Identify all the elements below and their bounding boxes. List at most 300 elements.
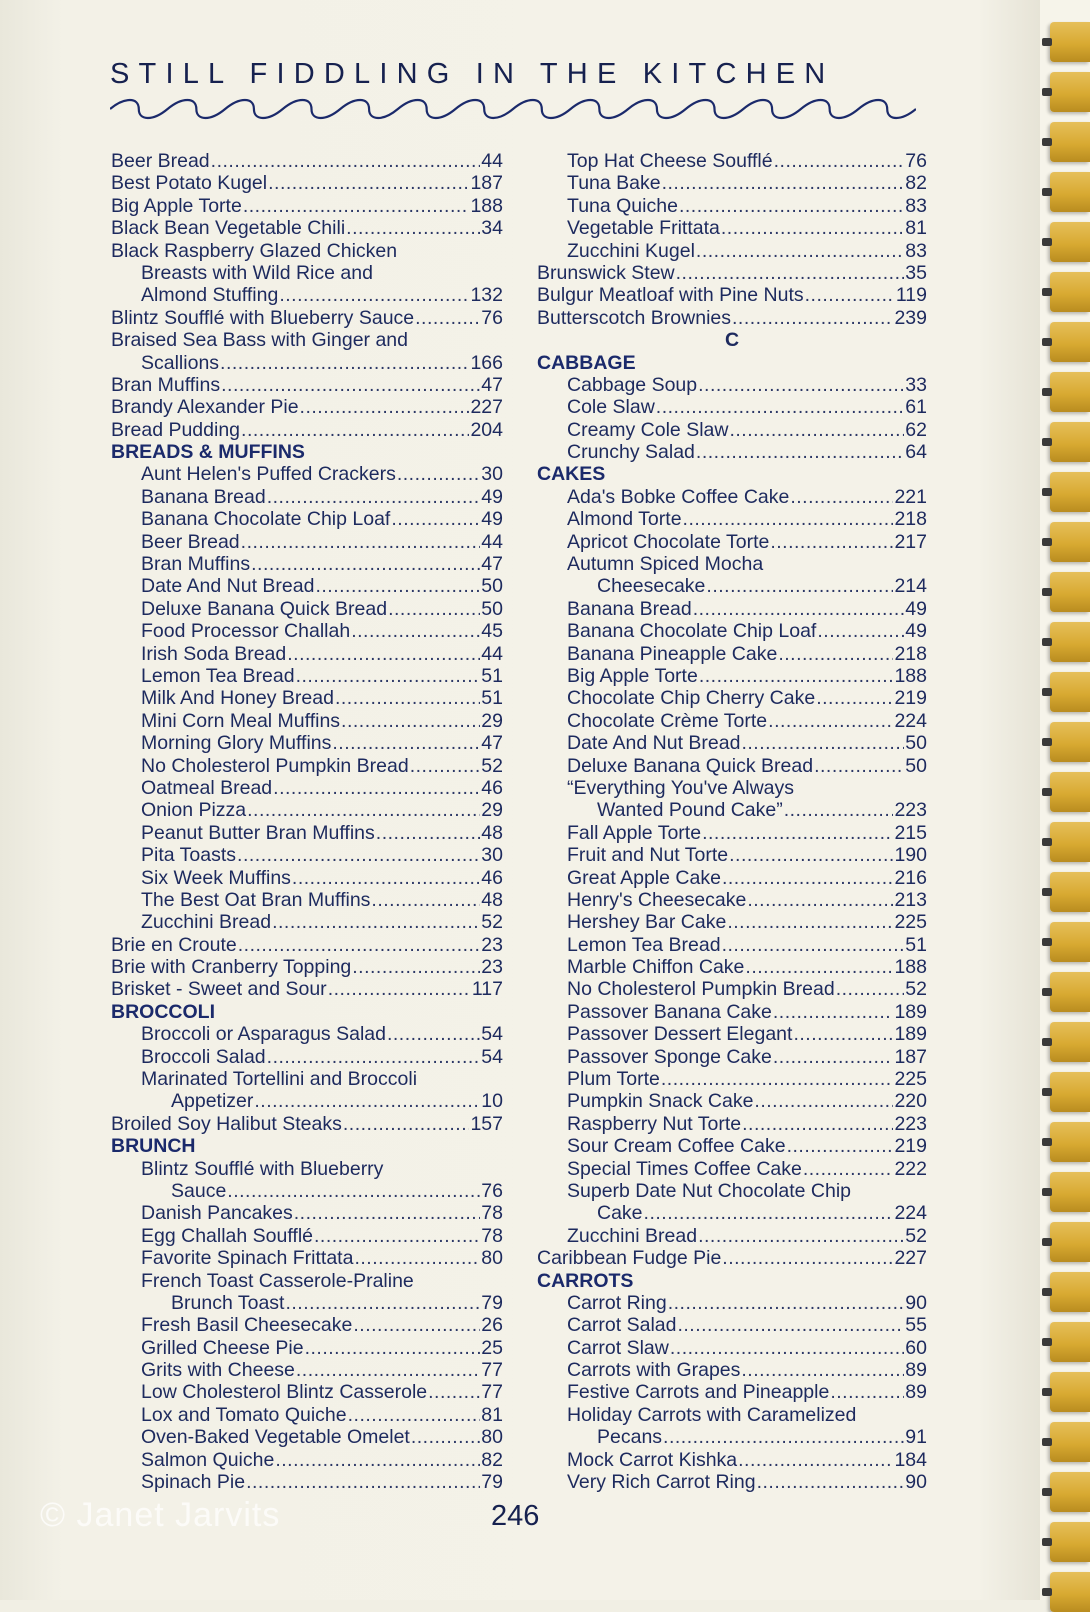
entry-page-number: 221 [894, 485, 927, 508]
index-entry [537, 1426, 927, 1448]
index-entry [537, 441, 927, 463]
entry-page-number: 223 [894, 799, 927, 822]
entry-title: Great Apple Cake [567, 866, 721, 889]
entry-page-number: 89 [905, 1381, 927, 1404]
dot-leader [698, 1225, 904, 1247]
entry-title: Zucchini Kugel [567, 239, 695, 262]
dot-leader [352, 956, 480, 978]
entry-page-number: 166 [470, 351, 503, 374]
index-entry [111, 195, 503, 217]
entry-title: Bulgur Meatloaf with Pine Nuts [537, 284, 804, 307]
entry-title: Fruit and Nut Torte [567, 844, 729, 867]
entry-title: Banana Bread [567, 597, 692, 620]
index-entry [537, 553, 927, 575]
entry-title: Irish Soda Bread [141, 642, 287, 665]
index-entry [111, 1270, 503, 1292]
index-entry [537, 822, 927, 844]
entry-page-number: 83 [905, 239, 927, 262]
dot-leader [745, 956, 893, 978]
entry-title: Morning Glory Muffins [141, 732, 332, 755]
index-entry [537, 486, 927, 508]
index-section-heading: CAKES [537, 463, 606, 486]
entry-page-number: 190 [894, 844, 927, 867]
dot-leader [254, 1090, 480, 1112]
index-entry [537, 1314, 927, 1336]
index-entry [111, 799, 503, 821]
dot-leader [387, 1023, 480, 1045]
spiral-coil [1050, 1322, 1090, 1362]
dot-leader [676, 262, 905, 284]
dot-leader [698, 374, 904, 396]
index-entry [537, 374, 927, 396]
dot-leader [696, 240, 904, 262]
entry-title: Fall Apple Torte [567, 821, 702, 844]
dot-leader [670, 1337, 904, 1359]
spiral-coil [1050, 722, 1090, 762]
entry-title: Beer Bread [141, 530, 240, 553]
index-entry [537, 978, 927, 1000]
entry-title: Egg Challah Soufflé [141, 1224, 314, 1247]
dot-leader [397, 463, 480, 485]
index-entry [537, 755, 927, 777]
dot-leader [729, 844, 893, 866]
index-entry [111, 262, 503, 284]
entry-page-number: 218 [894, 642, 927, 665]
wave-divider [110, 96, 916, 122]
index-entry [111, 329, 503, 351]
dot-leader [410, 755, 481, 777]
entry-title: Cheesecake [597, 575, 706, 598]
spiral-coil [1050, 1122, 1090, 1162]
dot-leader [768, 710, 893, 732]
spiral-coil [1050, 472, 1090, 512]
dot-leader [679, 195, 904, 217]
dot-leader [693, 598, 905, 620]
index-entry [537, 889, 927, 911]
entry-title: No Cholesterol Pumpkin Bread [567, 978, 835, 1001]
dot-leader [428, 1381, 480, 1403]
entry-page-number: 90 [905, 1471, 927, 1494]
index-entry [111, 217, 503, 239]
index-entry [111, 150, 503, 172]
entry-page-number: 52 [905, 978, 927, 1001]
spiral-coil [1050, 522, 1090, 562]
index-entry [111, 419, 503, 441]
entry-page-number: 215 [894, 821, 927, 844]
dot-leader [773, 1001, 894, 1023]
dot-leader [790, 486, 893, 508]
entry-page-number: 224 [894, 709, 927, 732]
entry-page-number: 188 [894, 664, 927, 687]
entry-page-number: 76 [481, 1179, 503, 1202]
dot-leader [741, 1359, 904, 1381]
index-entry [111, 1359, 503, 1381]
index-entry [111, 911, 503, 933]
entry-title: Oatmeal Bread [141, 776, 273, 799]
dot-leader [787, 1135, 894, 1157]
dot-leader [816, 687, 893, 709]
entry-page-number: 187 [470, 172, 503, 195]
entry-title: Broccoli or Asparagus Salad [141, 1023, 386, 1046]
index-entry [537, 508, 927, 530]
index-entry [537, 687, 927, 709]
index-entry [537, 262, 927, 284]
dot-leader [211, 150, 481, 172]
entry-title: Wanted Pound Cake” [597, 799, 783, 822]
entry-page-number: 119 [895, 284, 927, 307]
index-entry [111, 755, 503, 777]
entry-title: Mini Corn Meal Muffins [141, 709, 341, 732]
dot-leader [300, 396, 470, 418]
entry-title: Festive Carrots and Pineapple [567, 1381, 830, 1404]
entry-page-number: 47 [481, 373, 503, 396]
dot-leader [272, 911, 480, 933]
entry-title: Apricot Chocolate Torte [567, 530, 770, 553]
entry-page-number: 132 [470, 284, 503, 307]
spiral-coil [1050, 1522, 1090, 1562]
entry-title: Autumn Spiced Mocha [567, 553, 764, 576]
dot-leader [656, 396, 905, 418]
entry-title: Passover Sponge Cake [567, 1045, 772, 1068]
index-entry [111, 643, 503, 665]
entry-title: Low Cholesterol Blintz Casserole [141, 1381, 428, 1404]
entry-page-number: 10 [481, 1090, 503, 1113]
index-entry [111, 352, 503, 374]
entry-page-number: 214 [894, 575, 927, 598]
dot-leader [803, 1158, 894, 1180]
entry-title: Beer Bread [111, 150, 210, 172]
entry-page-number: 223 [894, 1112, 927, 1135]
index-entry [111, 284, 503, 306]
index-entry [111, 889, 503, 911]
dot-leader [246, 1471, 480, 1493]
dot-leader [668, 1292, 905, 1314]
index-entry [111, 1449, 503, 1471]
index-entry [537, 1023, 927, 1045]
index-entry [537, 396, 927, 418]
entry-page-number: 189 [894, 1023, 927, 1046]
entry-page-number: 217 [894, 530, 927, 553]
spiral-coil [1050, 172, 1090, 212]
dot-leader [747, 889, 893, 911]
dot-leader [773, 1046, 894, 1068]
index-entry [111, 777, 503, 799]
entry-title: Banana Pineapple Cake [567, 642, 778, 665]
entry-page-number: 76 [481, 306, 503, 329]
index-entry [537, 284, 927, 306]
entry-title: Best Potato Kugel [111, 172, 268, 195]
index-entry [111, 620, 503, 642]
entry-page-number: 54 [481, 1045, 503, 1068]
entry-title: Aunt Helen's Puffed Crackers [141, 463, 396, 486]
entry-page-number: 44 [481, 642, 503, 665]
entry-page-number: 239 [894, 306, 927, 329]
dot-leader [814, 755, 904, 777]
entry-title: Grits with Cheese [141, 1359, 295, 1382]
index-entry [537, 1471, 927, 1493]
index-entry [537, 1001, 927, 1023]
entry-title: Black Raspberry Glazed Chicken [111, 239, 398, 262]
index-column-left [111, 150, 503, 1493]
entry-page-number: 157 [470, 1112, 503, 1135]
entry-title: French Toast Casserole-Praline [141, 1269, 414, 1292]
dot-leader [754, 1090, 893, 1112]
index-entry [537, 643, 927, 665]
entry-page-number: 54 [481, 1023, 503, 1046]
index-entry [111, 598, 503, 620]
spiral-coil [1050, 872, 1090, 912]
entry-title: Lemon Tea Bread [567, 933, 721, 956]
entry-page-number: 219 [894, 687, 927, 710]
index-entry [537, 956, 927, 978]
entry-title: Food Processor Challah [141, 620, 351, 643]
entry-page-number: 81 [481, 1403, 503, 1426]
index-entry [537, 665, 927, 687]
spiral-coil [1050, 1022, 1090, 1062]
index-entry [537, 195, 927, 217]
entry-page-number: 80 [481, 1247, 503, 1270]
spiral-binding [1040, 0, 1090, 1600]
spiral-coil [1050, 1172, 1090, 1212]
entry-title: Sauce [171, 1179, 227, 1202]
entry-page-number: 48 [481, 888, 503, 911]
dot-leader [268, 172, 469, 194]
dot-leader [699, 665, 894, 687]
dot-leader [294, 1202, 481, 1224]
entry-page-number: 50 [905, 732, 927, 755]
index-entry [537, 531, 927, 553]
spiral-coil [1050, 622, 1090, 662]
entry-title: Lox and Tomato Quiche [141, 1403, 347, 1426]
entry-page-number: 52 [481, 754, 503, 777]
index-entry [111, 710, 503, 732]
index-entry [537, 1247, 927, 1269]
entry-title: Carrots with Grapes [567, 1359, 741, 1382]
dot-leader [677, 1314, 904, 1336]
spiral-coil [1050, 122, 1090, 162]
entry-page-number: 26 [481, 1314, 503, 1337]
index-entry [537, 1202, 927, 1224]
index-entry [537, 799, 927, 821]
entry-title: Grilled Cheese Pie [141, 1336, 304, 1359]
entry-title: Banana Bread [141, 485, 266, 508]
entry-page-number: 62 [905, 418, 927, 441]
entry-title: Raspberry Nut Torte [567, 1112, 742, 1135]
dot-leader [315, 575, 480, 597]
dot-leader [285, 1292, 480, 1314]
dot-leader [388, 598, 480, 620]
entry-title: Brunswick Stew [537, 261, 675, 284]
entry-page-number: 117 [471, 978, 503, 1001]
entry-page-number: 35 [905, 261, 927, 284]
dot-leader [702, 822, 893, 844]
dot-leader [757, 1471, 905, 1493]
dot-leader [784, 799, 894, 821]
entry-title: Blintz Soufflé with Blueberry [141, 1157, 384, 1180]
dot-leader [376, 822, 481, 844]
dot-leader [411, 1426, 480, 1448]
index-entry [537, 1381, 927, 1403]
entry-page-number: 90 [905, 1291, 927, 1314]
dot-leader [220, 352, 469, 374]
index-entry [111, 374, 503, 396]
index-section-heading: CARROTS [537, 1269, 634, 1292]
entry-title: Brandy Alexander Pie [111, 396, 299, 419]
dot-leader [729, 419, 904, 441]
spiral-coil [1050, 272, 1090, 312]
dot-leader [696, 441, 904, 463]
dot-leader [727, 911, 893, 933]
spiral-coil [1050, 972, 1090, 1012]
dot-leader [371, 889, 480, 911]
entry-page-number: 188 [894, 956, 927, 979]
entry-page-number: 64 [905, 441, 927, 464]
entry-title: Pumpkin Snack Cake [567, 1090, 754, 1113]
index-entry [111, 172, 503, 194]
entry-title: Deluxe Banana Quick Bread [141, 597, 388, 620]
entry-title: Broiled Soy Halibut Steaks [111, 1112, 342, 1135]
dot-leader [738, 1449, 893, 1471]
entry-page-number: 45 [481, 620, 503, 643]
entry-title: Creamy Cole Slaw [567, 418, 729, 441]
entry-title: Salmon Quiche [141, 1448, 275, 1471]
spiral-coil [1050, 1072, 1090, 1112]
index-entry [111, 531, 503, 553]
index-entry [537, 844, 927, 866]
dot-leader [241, 531, 481, 553]
dot-leader [251, 553, 480, 575]
dot-leader [275, 1449, 480, 1471]
index-letter-heading: C [724, 329, 740, 352]
dot-leader [237, 844, 480, 866]
entry-title: Cabbage Soup [567, 373, 698, 396]
entry-title: Date And Nut Bread [567, 732, 741, 755]
entry-page-number: 55 [905, 1314, 927, 1337]
entry-page-number: 29 [481, 709, 503, 732]
entry-title: Favorite Spinach Frittata [141, 1247, 354, 1270]
spiral-coil [1050, 1272, 1090, 1312]
dot-leader [346, 217, 480, 239]
entry-title: Date And Nut Bread [141, 575, 315, 598]
entry-page-number: 52 [905, 1224, 927, 1247]
entry-page-number: 79 [481, 1471, 503, 1494]
entry-title: Pecans [597, 1426, 663, 1449]
entry-title: Hershey Bar Cake [567, 911, 727, 934]
entry-title: Vegetable Frittata [567, 217, 720, 240]
dot-leader [305, 1337, 481, 1359]
dot-leader [292, 867, 480, 889]
index-entry [111, 1225, 503, 1247]
entry-title: Zucchini Bread [567, 1224, 698, 1247]
index-entry [537, 1135, 927, 1157]
entry-title: Henry's Cheesecake [567, 888, 747, 911]
spiral-coil [1050, 672, 1090, 712]
entry-title: Blintz Soufflé with Blueberry Sauce [111, 306, 415, 329]
index-entry [111, 665, 503, 687]
entry-page-number: 82 [481, 1448, 503, 1471]
entry-page-number: 81 [905, 217, 927, 240]
index-entry [111, 844, 503, 866]
entry-page-number: 227 [894, 1247, 927, 1270]
entry-title: Tuna Bake [567, 172, 661, 195]
entry-page-number: 30 [481, 463, 503, 486]
entry-page-number: 61 [905, 396, 927, 419]
index-entry [111, 240, 503, 262]
entry-page-number: 189 [894, 1000, 927, 1023]
entry-title: Bran Muffins [111, 373, 221, 396]
index-entry [537, 867, 927, 889]
entry-page-number: 224 [894, 1202, 927, 1225]
dot-leader [296, 665, 481, 687]
dot-leader [722, 934, 905, 956]
entry-page-number: 76 [905, 150, 927, 172]
entry-page-number: 51 [481, 687, 503, 710]
dot-leader [836, 978, 905, 1000]
index-entry [111, 687, 503, 709]
entry-page-number: 50 [481, 597, 503, 620]
index-entry [111, 1158, 503, 1180]
entry-title: Marinated Tortellini and Broccoli [141, 1068, 418, 1091]
index-entry [537, 710, 927, 732]
index-entry [537, 1046, 927, 1068]
entry-title: The Best Oat Bran Muffins [141, 888, 371, 911]
index-entry [111, 822, 503, 844]
entry-title: Plum Torte [567, 1068, 660, 1091]
dot-leader [793, 1023, 893, 1045]
entry-page-number: 23 [481, 933, 503, 956]
index-entry [111, 1314, 503, 1336]
dot-leader [706, 575, 893, 597]
dot-leader [662, 172, 905, 194]
index-entry [537, 911, 927, 933]
index-entry [111, 1404, 503, 1426]
index-entry [111, 307, 503, 329]
entry-title: “Everything You've Always [567, 776, 795, 799]
index-entry [111, 934, 503, 956]
entry-title: Danish Pancakes [141, 1202, 293, 1225]
index-section-heading: BREADS & MUFFINS [111, 441, 305, 464]
dot-leader [314, 1225, 480, 1247]
dot-leader [721, 217, 904, 239]
index-entry [111, 1090, 503, 1112]
index-entry [537, 620, 927, 642]
spiral-coil [1050, 322, 1090, 362]
entry-title: Appetizer [171, 1090, 254, 1113]
index-entry [111, 1180, 503, 1202]
entry-title: Bread Pudding [111, 418, 241, 441]
entry-title: Top Hat Cheese Soufflé [567, 150, 773, 172]
index-entry [111, 1426, 503, 1448]
spiral-coil [1050, 822, 1090, 862]
entry-title: Brunch Toast [171, 1291, 285, 1314]
index-entry [537, 934, 927, 956]
dot-leader [247, 799, 480, 821]
entry-page-number: 219 [894, 1135, 927, 1158]
spiral-coil [1050, 1222, 1090, 1262]
entry-title: Breasts with Wild Rice and [141, 261, 373, 284]
entry-page-number: 44 [481, 530, 503, 553]
dot-leader [332, 732, 480, 754]
dot-leader [267, 486, 481, 508]
entry-title: Brisket - Sweet and Sour [111, 978, 327, 1001]
entry-title: Oven-Baked Vegetable Omelet [141, 1426, 410, 1449]
entry-page-number: 33 [905, 373, 927, 396]
index-entry [111, 1068, 503, 1090]
dot-leader [341, 710, 480, 732]
index-entry [111, 1202, 503, 1224]
entry-title: Brie with Cranberry Topping [111, 956, 352, 979]
index-entry [111, 1113, 503, 1135]
